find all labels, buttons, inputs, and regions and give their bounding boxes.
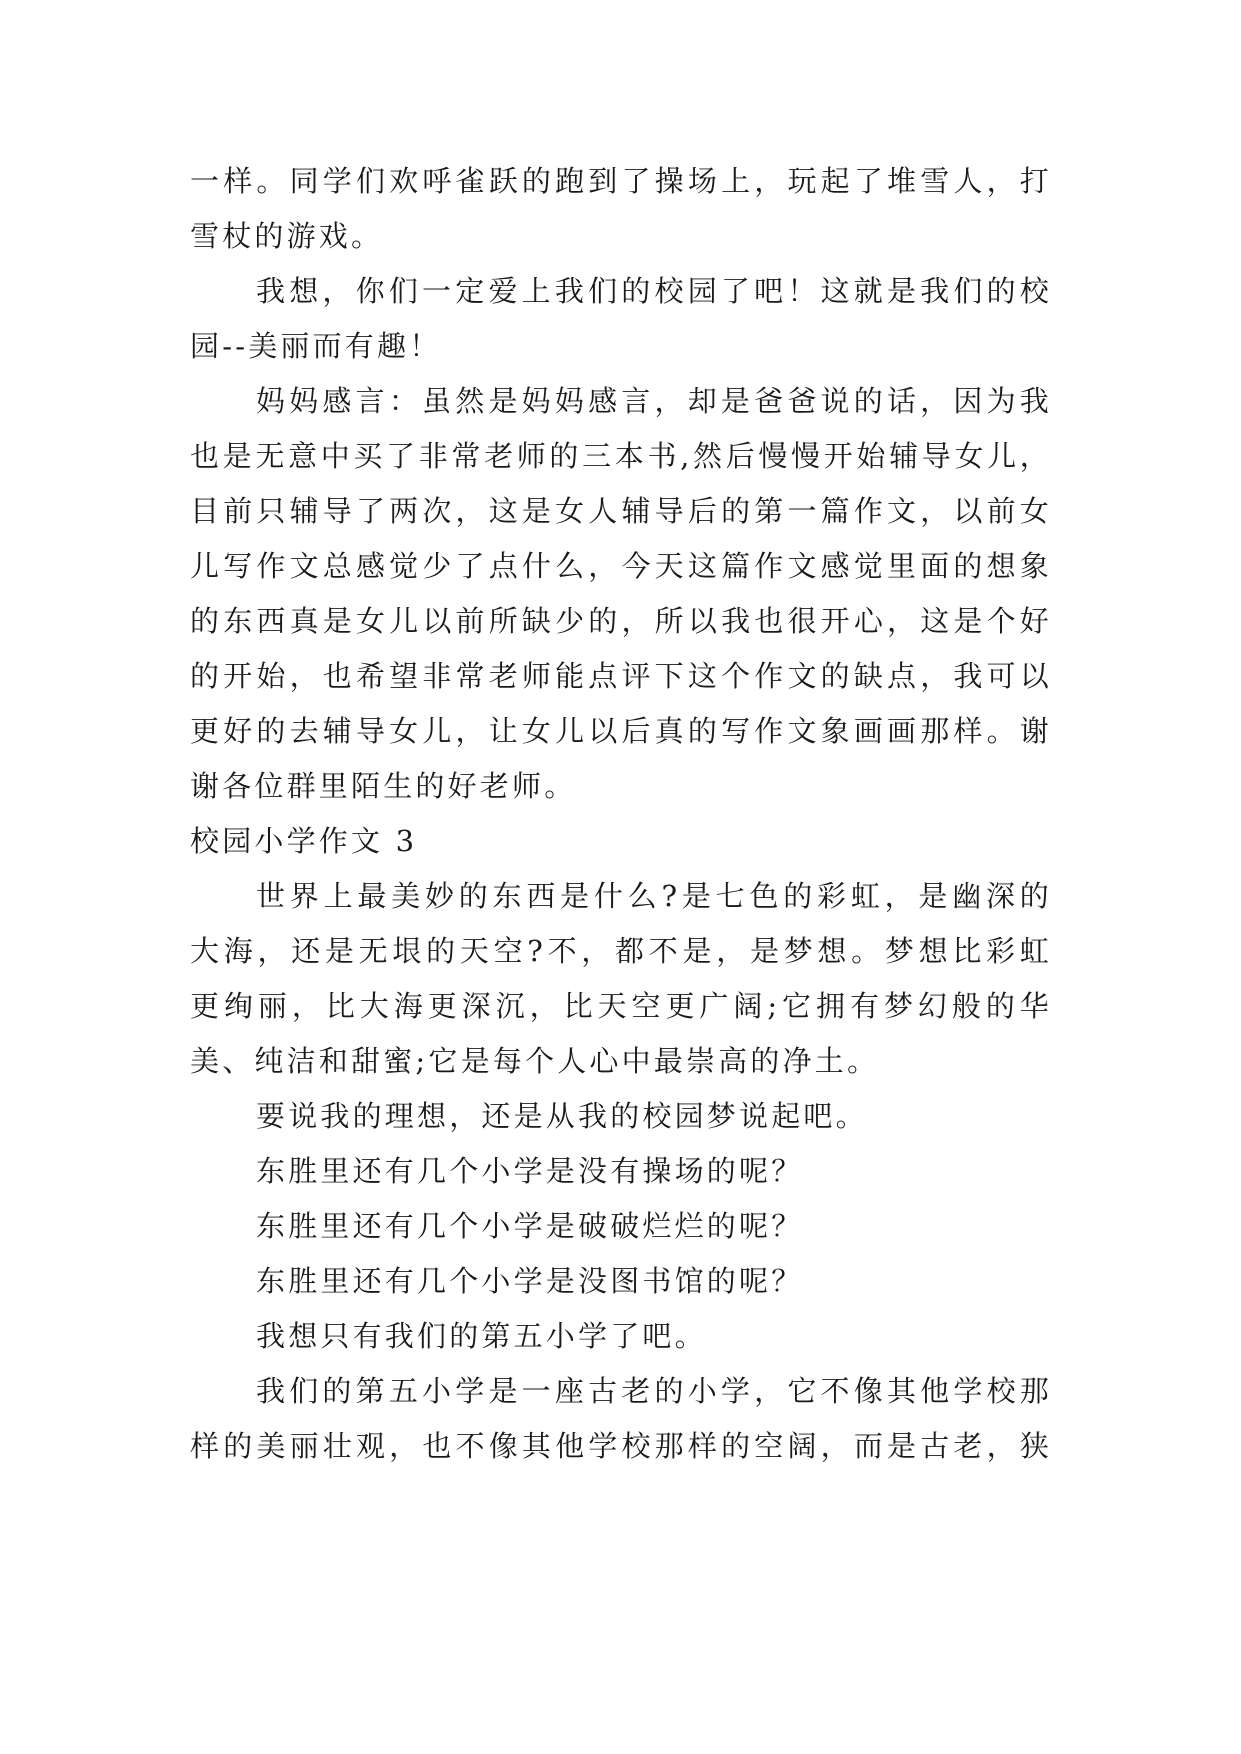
text-line: 也是无意中买了非常老师的三本书,然后慢慢开始辅导女儿，	[190, 439, 1052, 473]
text-line: 东胜里还有几个小学是破破烂烂的呢？	[256, 1209, 804, 1243]
text-line: 园--美丽而有趣！	[190, 329, 442, 363]
text-line: 更好的去辅导女儿，让女儿以后真的写作文象画画那样。谢	[190, 714, 1052, 748]
paragraph	[190, 264, 1052, 374]
text-line: 美、纯洁和甜蜜;它是每个人心中最崇高的净土。	[190, 1044, 880, 1078]
text-line: 东胜里还有几个小学是没图书馆的呢？	[256, 1264, 804, 1298]
text-line: 我想，你们一定爱上我们的校园了吧！这就是我们的校	[256, 274, 1052, 308]
text-line: 我想只有我们的第五小学了吧。	[256, 1319, 707, 1353]
section-title: 校园小学作文 3	[190, 824, 418, 858]
text-line: 一样。同学们欢呼雀跃的跑到了操场上，玩起了堆雪人，打	[190, 164, 1052, 198]
section-heading	[190, 814, 1052, 869]
text-line: 儿写作文总感觉少了点什么，今天这篇作文感觉里面的想象	[190, 549, 1052, 583]
paragraph	[190, 1199, 1052, 1254]
text-line: 样的美丽壮观，也不像其他学校那样的空阔，而是古老，狭	[190, 1429, 1052, 1463]
text-line: 的开始，也希望非常老师能点评下这个作文的缺点，我可以	[190, 659, 1052, 693]
text-line: 妈妈感言：虽然是妈妈感言，却是爸爸说的话，因为我	[256, 384, 1052, 418]
paragraph	[190, 1254, 1052, 1309]
text-line: 要说我的理想，还是从我的校园梦说起吧。	[256, 1099, 868, 1133]
paragraph	[190, 1309, 1052, 1364]
text-line: 我们的第五小学是一座古老的小学，它不像其他学校那	[256, 1374, 1052, 1408]
text-line: 东胜里还有几个小学是没有操场的呢？	[256, 1154, 804, 1188]
paragraph	[190, 1144, 1052, 1199]
paragraph	[190, 1089, 1052, 1144]
paragraph	[190, 154, 1052, 264]
text-line: 世界上最美妙的东西是什么?是七色的彩虹，是幽深的	[256, 879, 1052, 913]
text-line: 谢各位群里陌生的好老师。	[190, 769, 577, 803]
text-line: 的东西真是女儿以前所缺少的，所以我也很开心，这是个好	[190, 604, 1052, 638]
text-line: 更绚丽，比大海更深沉，比天空更广阔;它拥有梦幻般的华	[190, 989, 1052, 1023]
text-line: 雪杖的游戏。	[190, 219, 384, 253]
text-line: 大海，还是无垠的天空?不，都不是，是梦想。梦想比彩虹	[190, 934, 1052, 968]
paragraph	[190, 869, 1052, 1089]
document-body	[190, 154, 1052, 1474]
paragraph	[190, 374, 1052, 814]
text-line: 目前只辅导了两次，这是女人辅导后的第一篇作文，以前女	[190, 494, 1052, 528]
paragraph	[190, 1364, 1052, 1474]
